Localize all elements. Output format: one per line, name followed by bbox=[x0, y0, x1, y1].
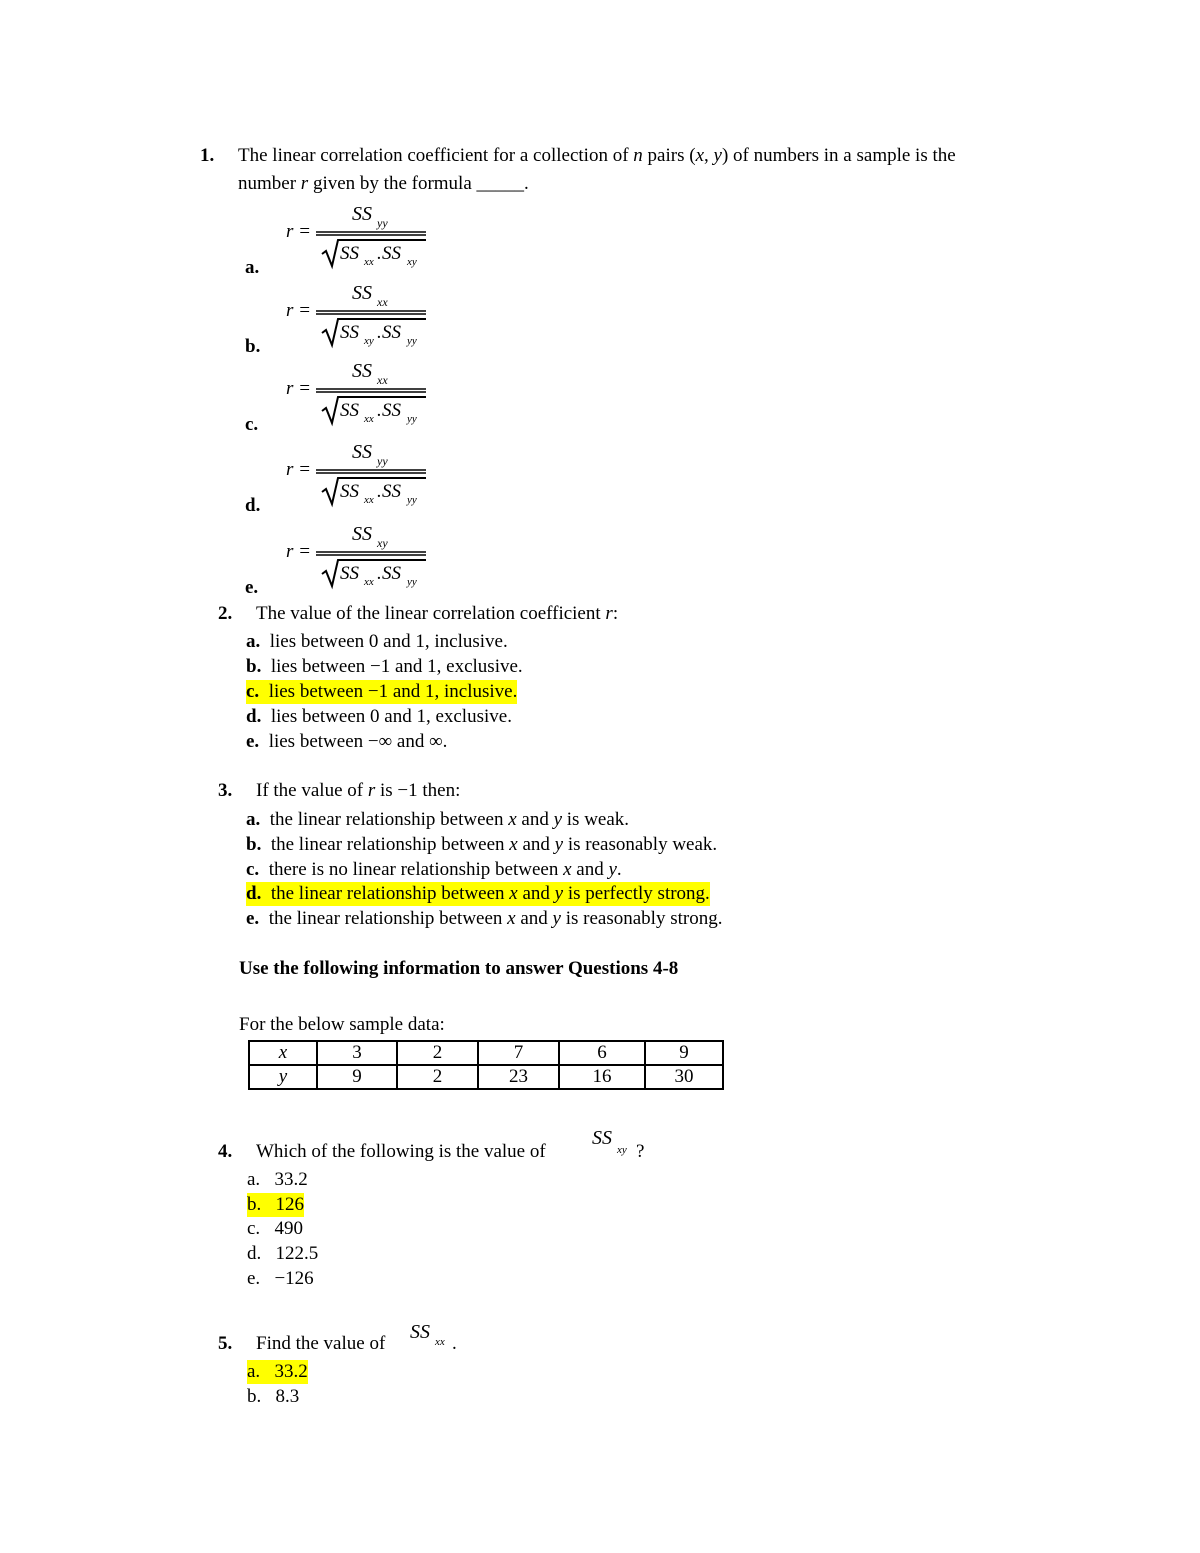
info-heading: Use the following information to answer Questions 4-8 bbox=[239, 958, 679, 979]
table-cell: 9 bbox=[317, 1065, 397, 1089]
q1-prompt-line2: number r given by the formula _____. bbox=[238, 173, 529, 194]
q4-number: 4. bbox=[218, 1141, 233, 1162]
svg-text:SS: SS bbox=[340, 481, 359, 502]
svg-text:SS: SS bbox=[352, 441, 372, 463]
q1-number: 1. bbox=[200, 145, 215, 166]
svg-text:xx: xx bbox=[435, 1336, 445, 1348]
q1-option-d-label[interactable]: d. bbox=[245, 495, 261, 516]
svg-text:r =: r = bbox=[286, 300, 311, 321]
q4-symbol-ssxy bbox=[590, 1120, 636, 1160]
svg-text:.: . bbox=[377, 243, 382, 264]
svg-text:.: . bbox=[377, 322, 382, 343]
q3-option-a[interactable]: a. the linear relationship between x and y is weak. bbox=[246, 809, 630, 830]
q5-number: 5. bbox=[218, 1333, 233, 1354]
q1-a-lhs: r = bbox=[286, 221, 311, 242]
q1-option-d-formula[interactable] bbox=[280, 434, 440, 514]
q5-option-b[interactable]: b. 8.3 bbox=[247, 1386, 300, 1407]
q2-option-d[interactable]: d. lies between 0 and 1, exclusive. bbox=[246, 706, 512, 727]
q4-suffix: ? bbox=[636, 1141, 645, 1162]
svg-text:r =: r = bbox=[286, 378, 311, 399]
svg-text:xx: xx bbox=[364, 494, 374, 506]
q2-prompt: The value of the linear correlation coefficient r: bbox=[256, 603, 619, 624]
table-cell: 16 bbox=[559, 1065, 645, 1089]
svg-text:xx: xx bbox=[364, 413, 374, 425]
q1-option-a-formula[interactable] bbox=[280, 196, 440, 276]
svg-text:xx: xx bbox=[377, 373, 388, 387]
q1-a-den2-sub: xy bbox=[407, 256, 417, 268]
q1-option-c-formula[interactable] bbox=[280, 353, 440, 433]
q1-a-num: SS bbox=[352, 203, 372, 225]
svg-text:.: . bbox=[377, 563, 382, 584]
q3-option-c[interactable]: c. there is no linear relationship between x and y. bbox=[246, 859, 622, 880]
q1-option-a-label[interactable]: a. bbox=[245, 257, 260, 278]
svg-text:yy: yy bbox=[407, 576, 417, 588]
q1-option-c-label[interactable]: c. bbox=[245, 414, 259, 435]
svg-text:r =: r = bbox=[286, 541, 311, 562]
q2-option-c-correct[interactable]: c. lies between −1 and 1, inclusive. bbox=[246, 681, 518, 702]
svg-text:.: . bbox=[377, 481, 382, 502]
table-cell: 7 bbox=[478, 1041, 559, 1065]
q4-option-c[interactable]: c. 490 bbox=[247, 1218, 303, 1239]
svg-text:SS: SS bbox=[410, 1321, 430, 1343]
q2-option-b[interactable]: b. lies between −1 and 1, exclusive. bbox=[246, 656, 523, 677]
table-cell: 6 bbox=[559, 1041, 645, 1065]
table-row-x bbox=[249, 1041, 723, 1065]
svg-text:SS: SS bbox=[352, 360, 372, 382]
svg-text:yy: yy bbox=[407, 413, 417, 425]
q1-a-den1-sub: xx bbox=[364, 256, 374, 268]
table-header-x: x bbox=[249, 1041, 317, 1065]
svg-text:SS: SS bbox=[340, 322, 359, 343]
q2-number: 2. bbox=[218, 603, 233, 624]
svg-text:SS: SS bbox=[382, 563, 401, 584]
q5-option-a-correct[interactable]: a. 33.2 bbox=[247, 1361, 308, 1382]
q1-option-b-formula[interactable] bbox=[280, 275, 440, 355]
table-cell: 30 bbox=[645, 1065, 723, 1089]
table-cell: 3 bbox=[317, 1041, 397, 1065]
svg-text:SS: SS bbox=[592, 1127, 612, 1149]
q5-prompt: Find the value of bbox=[256, 1333, 386, 1354]
table-cell: 23 bbox=[478, 1065, 559, 1089]
q1-option-b-label[interactable]: b. bbox=[245, 336, 261, 357]
table-cell: 2 bbox=[397, 1065, 478, 1089]
q1-option-e-label[interactable]: e. bbox=[245, 577, 259, 598]
q4-option-d[interactable]: d. 122.5 bbox=[247, 1243, 319, 1264]
q1-a-den2: SS bbox=[382, 243, 401, 264]
svg-text:.: . bbox=[377, 400, 382, 421]
q3-number: 3. bbox=[218, 780, 233, 801]
svg-text:yy: yy bbox=[377, 454, 388, 468]
q4-prompt: Which of the following is the value of bbox=[256, 1141, 546, 1162]
svg-text:SS: SS bbox=[382, 322, 401, 343]
q1-option-e-formula[interactable] bbox=[280, 516, 440, 596]
svg-text:SS: SS bbox=[352, 523, 372, 545]
svg-text:yy: yy bbox=[407, 335, 417, 347]
svg-text:xx: xx bbox=[364, 576, 374, 588]
svg-text:SS: SS bbox=[340, 563, 359, 584]
q1-a-num-sub: yy bbox=[377, 216, 388, 230]
q2-option-e[interactable]: e. lies between −∞ and ∞. bbox=[246, 731, 448, 752]
q1-prompt-line1: The linear correlation coefficient for a collection of n pairs (x, y) of numbers in a sample is the bbox=[238, 145, 956, 166]
q3-option-e[interactable]: e. the linear relationship between x and y is reasonably strong. bbox=[246, 908, 723, 929]
q3-option-d-correct[interactable]: d. the linear relationship between x and y is perfectly strong. bbox=[246, 883, 710, 904]
q2-option-a[interactable]: a. lies between 0 and 1, inclusive. bbox=[246, 631, 508, 652]
q3-option-b[interactable]: b. the linear relationship between x and y is reasonably weak. bbox=[246, 834, 718, 855]
info-intro: For the below sample data: bbox=[239, 1014, 445, 1035]
svg-text:SS: SS bbox=[382, 481, 401, 502]
table-cell: 2 bbox=[397, 1041, 478, 1065]
svg-text:yy: yy bbox=[407, 494, 417, 506]
table-cell: 9 bbox=[645, 1041, 723, 1065]
q3-prompt: If the value of r is −1 then: bbox=[256, 780, 461, 801]
table-header-y: y bbox=[249, 1065, 317, 1089]
svg-text:xy: xy bbox=[617, 1144, 627, 1156]
q5-suffix: . bbox=[452, 1333, 457, 1354]
svg-text:SS: SS bbox=[340, 400, 359, 421]
svg-text:xy: xy bbox=[364, 335, 374, 347]
q4-option-e[interactable]: e. −126 bbox=[247, 1268, 314, 1289]
svg-text:r =: r = bbox=[286, 459, 311, 480]
svg-text:SS: SS bbox=[352, 282, 372, 304]
q1-a-den1: SS bbox=[340, 243, 359, 264]
table-row-y bbox=[249, 1065, 723, 1089]
q4-option-b-correct[interactable]: b. 126 bbox=[247, 1194, 304, 1215]
svg-text:xx: xx bbox=[377, 295, 388, 309]
svg-text:SS: SS bbox=[382, 400, 401, 421]
sample-data-table bbox=[248, 1040, 724, 1090]
q4-option-a[interactable]: a. 33.2 bbox=[247, 1169, 308, 1190]
svg-text:xy: xy bbox=[377, 536, 388, 550]
